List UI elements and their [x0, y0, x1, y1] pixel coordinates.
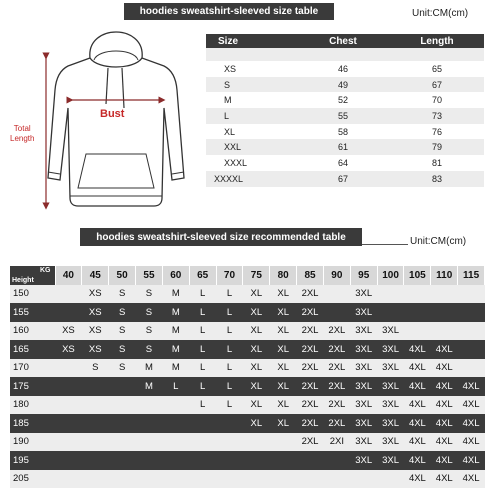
recommended-size-cell: [109, 377, 136, 396]
recommended-size-cell: [162, 396, 189, 415]
height-row: [10, 396, 485, 415]
recommended-size-cell: [377, 303, 404, 322]
recommended-size-cell: XS: [82, 340, 109, 359]
size-row: [206, 108, 484, 124]
size-row: [206, 61, 484, 77]
recommended-size-cell: M: [162, 303, 189, 322]
recommended-size-cell: 4XL: [404, 340, 431, 359]
recommended-size-cell: [82, 470, 109, 489]
recommended-size-cell: 3XL: [350, 285, 377, 304]
recommended-size-cell: L: [216, 359, 243, 378]
recommended-size-cell: 4XL: [431, 451, 458, 470]
size-row-length: 76: [390, 124, 484, 140]
recommended-size-cell: [189, 433, 216, 452]
size-row-chest: 52: [296, 92, 390, 108]
kg-header: 105: [404, 266, 431, 285]
recommended-size-cell: 4XL: [458, 414, 485, 433]
recommended-size-cell: 3XL: [377, 433, 404, 452]
height-label: 175: [10, 377, 55, 396]
recommended-size-cell: [216, 451, 243, 470]
size-row-length: 65: [390, 61, 484, 77]
recommended-size-cell: S: [82, 359, 109, 378]
recommended-size-cell: 4XL: [458, 433, 485, 452]
recommended-size-cell: [216, 414, 243, 433]
height-label: 170: [10, 359, 55, 378]
size-table-spacer-row: [206, 48, 484, 61]
recommended-size-cell: [55, 303, 82, 322]
size-row-chest: 67: [296, 171, 390, 187]
recommended-size-cell: 4XL: [431, 433, 458, 452]
kg-header-row: [10, 266, 485, 285]
recommended-size-cell: [109, 396, 136, 415]
kg-header: 80: [270, 266, 297, 285]
size-row: [206, 171, 484, 187]
recommended-size-cell: XL: [270, 303, 297, 322]
recommended-size-cell: [136, 451, 163, 470]
recommended-size-cell: [458, 303, 485, 322]
recommended-size-cell: [323, 451, 350, 470]
size-row-length: 83: [390, 171, 484, 187]
size-row: [206, 139, 484, 155]
recommended-size-cell: [55, 470, 82, 489]
recommended-size-cell: [243, 451, 270, 470]
recommended-size-cell: 2XL: [297, 322, 324, 341]
kg-header: 85: [297, 266, 324, 285]
size-row-chest: 55: [296, 108, 390, 124]
size-row-length: 79: [390, 139, 484, 155]
recommended-size-cell: XL: [243, 377, 270, 396]
size-row-size: S: [206, 77, 296, 93]
recommended-size-cell: L: [189, 340, 216, 359]
recommended-size-cell: 4XL: [458, 396, 485, 415]
recommended-size-cell: S: [109, 303, 136, 322]
recommended-size-cell: 2XL: [323, 322, 350, 341]
recommended-size-cell: XL: [270, 322, 297, 341]
recommended-size-cell: 4XL: [431, 377, 458, 396]
recommended-size-cell: 3XL: [377, 377, 404, 396]
recommended-size-cell: XL: [270, 414, 297, 433]
kg-header: 110: [431, 266, 458, 285]
recommended-size-cell: [270, 433, 297, 452]
height-label: 150: [10, 285, 55, 304]
height-row: [10, 285, 485, 304]
corner-kg-label: KG: [40, 267, 51, 274]
recommended-size-cell: L: [216, 396, 243, 415]
recommended-size-cell: [297, 451, 324, 470]
size-table-header: [206, 34, 484, 48]
recommended-size-cell: 3XL: [350, 303, 377, 322]
recommended-size-cell: S: [109, 322, 136, 341]
recommended-size-cell: [109, 470, 136, 489]
recommended-size-cell: M: [162, 359, 189, 378]
recommended-size-cell: XL: [270, 340, 297, 359]
recommended-size-cell: L: [216, 340, 243, 359]
kg-header: 90: [323, 266, 350, 285]
size-row-length: 73: [390, 108, 484, 124]
recommended-size-cell: S: [136, 303, 163, 322]
recommended-size-cell: [82, 451, 109, 470]
recommended-size-cell: L: [189, 377, 216, 396]
recommended-size-cell: [297, 470, 324, 489]
spacer-cell: [296, 48, 390, 61]
recommended-size-cell: [55, 377, 82, 396]
size-row-size: L: [206, 108, 296, 124]
size-row-chest: 49: [296, 77, 390, 93]
recommended-size-cell: 4XL: [404, 414, 431, 433]
recommended-size-cell: 2XL: [297, 414, 324, 433]
total-length-line2: Length: [10, 134, 35, 143]
recommended-size-cell: S: [136, 285, 163, 304]
recommended-size-cell: 4XL: [458, 377, 485, 396]
size-row-length: 81: [390, 155, 484, 171]
recommended-size-cell: 2XL: [323, 414, 350, 433]
recommended-size-cell: 4XL: [431, 470, 458, 489]
recommended-size-cell: L: [189, 303, 216, 322]
recommended-size-cell: S: [109, 340, 136, 359]
recommended-size-cell: [162, 451, 189, 470]
recommended-size-cell: 2XL: [297, 433, 324, 452]
recommended-size-cell: XL: [243, 322, 270, 341]
recommended-size-cell: 3XL: [377, 451, 404, 470]
recommended-size-cell: XL: [243, 285, 270, 304]
spacer-cell: [390, 48, 484, 61]
recommended-size-cell: [136, 414, 163, 433]
height-label: 195: [10, 451, 55, 470]
recommended-size-cell: [458, 285, 485, 304]
recommended-size-cell: [162, 414, 189, 433]
recommended-size-cell: [109, 433, 136, 452]
size-row-length: 67: [390, 77, 484, 93]
recommended-size-cell: [55, 359, 82, 378]
recommended-size-cell: [377, 470, 404, 489]
corner-height-label: Height: [12, 276, 34, 284]
size-table-unit: Unit:CM(cm): [412, 8, 469, 19]
recommended-size-cell: S: [136, 322, 163, 341]
size-row: [206, 77, 484, 93]
recommended-size-cell: L: [216, 322, 243, 341]
recommended-size-cell: S: [109, 359, 136, 378]
recommended-size-cell: L: [216, 303, 243, 322]
height-row: [10, 322, 485, 341]
recommended-size-cell: 3XL: [377, 414, 404, 433]
recommended-size-cell: 3XL: [350, 396, 377, 415]
recommended-size-cell: [82, 414, 109, 433]
recommended-size-cell: [270, 470, 297, 489]
recommended-size-cell: [243, 470, 270, 489]
total-length-line1: Total: [13, 124, 31, 133]
size-row-chest: 58: [296, 124, 390, 140]
recommended-size-cell: 4XL: [458, 470, 485, 489]
recommended-size-cell: [404, 303, 431, 322]
recommended-size-cell: [162, 433, 189, 452]
recommended-size-cell: [109, 451, 136, 470]
recommended-size-cell: [377, 285, 404, 304]
recommended-size-cell: 3XL: [350, 414, 377, 433]
size-row-size: XXXXL: [206, 171, 296, 187]
recommended-size-cell: [404, 285, 431, 304]
size-row: [206, 92, 484, 108]
recommended-size-cell: XL: [243, 414, 270, 433]
recommended-size-cell: [431, 303, 458, 322]
header-size: Size: [206, 34, 296, 48]
corner-cell: [10, 266, 55, 285]
height-row: [10, 377, 485, 396]
size-table: [206, 34, 484, 187]
recommended-size-cell: [431, 285, 458, 304]
recommended-size-cell: M: [162, 322, 189, 341]
recommended-size-cell: [136, 433, 163, 452]
size-row-size: XL: [206, 124, 296, 140]
recommended-size-cell: 4XL: [404, 470, 431, 489]
recommended-size-cell: [404, 322, 431, 341]
recommended-size-cell: M: [136, 377, 163, 396]
height-row: [10, 414, 485, 433]
recommended-size-cell: L: [189, 285, 216, 304]
recommended-size-cell: 3XL: [377, 322, 404, 341]
recommended-size-cell: XL: [270, 396, 297, 415]
recommended-size-cell: 3XL: [377, 340, 404, 359]
recommended-size-cell: 4XL: [404, 396, 431, 415]
recommended-size-cell: [136, 396, 163, 415]
recommended-size-cell: 3XL: [350, 451, 377, 470]
recommended-size-cell: [162, 470, 189, 489]
bust-label: Bust: [100, 108, 125, 120]
recommended-size-cell: XL: [243, 303, 270, 322]
height-label: 180: [10, 396, 55, 415]
recommended-size-cell: M: [162, 340, 189, 359]
recommended-size-cell: 2XL: [323, 396, 350, 415]
recommended-size-cell: [216, 433, 243, 452]
recommended-size-cell: 3XL: [350, 433, 377, 452]
kg-header: 75: [243, 266, 270, 285]
recommended-size-cell: 3XL: [350, 377, 377, 396]
recommended-size-cell: XS: [55, 322, 82, 341]
recommended-size-cell: 2XL: [297, 340, 324, 359]
size-row: [206, 124, 484, 140]
recommended-size-cell: [82, 433, 109, 452]
recommended-size-cell: XL: [270, 285, 297, 304]
recommended-size-cell: 2XL: [323, 377, 350, 396]
banner-divider: [362, 244, 408, 245]
recommended-size-cell: XS: [55, 340, 82, 359]
recommended-size-cell: L: [216, 285, 243, 304]
recommended-table-unit: Unit:CM(cm): [410, 236, 467, 247]
header-length: Length: [390, 34, 484, 48]
recommended-size-cell: 4XL: [431, 359, 458, 378]
size-row-chest: 61: [296, 139, 390, 155]
recommended-size-cell: 3XL: [377, 359, 404, 378]
kg-header: 95: [350, 266, 377, 285]
header-chest: Chest: [296, 34, 390, 48]
size-table-banner: hoodies sweatshirt-sleeved size table: [124, 3, 334, 20]
height-row: [10, 340, 485, 359]
recommended-size-cell: [189, 414, 216, 433]
recommended-size-cell: [323, 285, 350, 304]
recommended-size-cell: [458, 340, 485, 359]
size-row-length: 70: [390, 92, 484, 108]
height-label: 205: [10, 470, 55, 489]
kg-header: 100: [377, 266, 404, 285]
height-row: [10, 303, 485, 322]
recommended-size-cell: XS: [82, 322, 109, 341]
kg-header: 40: [55, 266, 82, 285]
recommended-size-cell: 3XL: [350, 322, 377, 341]
recommended-size-cell: [189, 451, 216, 470]
recommended-size-cell: 2XL: [297, 285, 324, 304]
height-label: 190: [10, 433, 55, 452]
height-row: [10, 451, 485, 470]
recommended-table-banner: hoodies sweatshirt-sleeved size recommended table: [80, 228, 362, 246]
recommended-size-cell: [350, 470, 377, 489]
height-label: 155: [10, 303, 55, 322]
height-row: [10, 359, 485, 378]
hoodie-diagram: [8, 28, 204, 218]
recommended-size-cell: [109, 414, 136, 433]
size-row-size: XS: [206, 61, 296, 77]
recommended-size-cell: 2XI: [323, 433, 350, 452]
recommended-size-cell: [323, 303, 350, 322]
height-label: 165: [10, 340, 55, 359]
size-row-size: XXL: [206, 139, 296, 155]
recommended-size-cell: 4XL: [404, 377, 431, 396]
recommended-size-cell: 4XL: [431, 340, 458, 359]
recommended-size-cell: S: [136, 340, 163, 359]
recommended-size-cell: [82, 377, 109, 396]
recommended-size-cell: L: [189, 322, 216, 341]
recommended-size-cell: 4XL: [404, 451, 431, 470]
height-label: 185: [10, 414, 55, 433]
recommended-size-cell: 2XL: [297, 377, 324, 396]
kg-header: 50: [109, 266, 136, 285]
recommended-size-cell: XL: [270, 359, 297, 378]
recommended-size-cell: 2XL: [297, 396, 324, 415]
recommended-size-cell: [55, 285, 82, 304]
recommended-size-cell: 2XL: [323, 359, 350, 378]
recommended-size-cell: XL: [243, 396, 270, 415]
recommended-size-cell: 2XL: [297, 303, 324, 322]
recommended-size-cell: 2XL: [323, 340, 350, 359]
recommended-size-cell: [458, 359, 485, 378]
recommended-size-cell: XS: [82, 285, 109, 304]
recommended-size-cell: 4XL: [404, 433, 431, 452]
size-row-size: M: [206, 92, 296, 108]
recommended-size-cell: L: [216, 377, 243, 396]
recommended-size-cell: [55, 414, 82, 433]
recommended-size-cell: 3XL: [350, 340, 377, 359]
recommended-size-cell: XL: [243, 340, 270, 359]
height-row: [10, 433, 485, 452]
size-row: [206, 155, 484, 171]
recommended-size-table: [10, 266, 485, 488]
kg-header: 70: [216, 266, 243, 285]
kg-header: 55: [136, 266, 163, 285]
recommended-size-cell: [82, 396, 109, 415]
recommended-size-cell: 4XL: [458, 451, 485, 470]
height-label: 160: [10, 322, 55, 341]
kg-header: 60: [162, 266, 189, 285]
recommended-size-cell: XL: [270, 377, 297, 396]
recommended-size-cell: 3XL: [377, 396, 404, 415]
recommended-size-cell: M: [136, 359, 163, 378]
recommended-size-cell: L: [162, 377, 189, 396]
recommended-size-cell: 3XL: [350, 359, 377, 378]
kg-header: 115: [458, 266, 485, 285]
recommended-size-cell: XS: [82, 303, 109, 322]
recommended-size-cell: XL: [243, 359, 270, 378]
recommended-size-cell: 4XL: [404, 359, 431, 378]
recommended-size-cell: [323, 470, 350, 489]
recommended-size-cell: [136, 470, 163, 489]
recommended-size-cell: [216, 470, 243, 489]
recommended-size-cell: S: [109, 285, 136, 304]
recommended-size-cell: [55, 451, 82, 470]
recommended-size-cell: [431, 322, 458, 341]
recommended-size-cell: [270, 451, 297, 470]
recommended-size-cell: L: [189, 396, 216, 415]
recommended-size-cell: M: [162, 285, 189, 304]
height-row: [10, 470, 485, 489]
recommended-size-cell: [55, 396, 82, 415]
recommended-size-cell: [243, 433, 270, 452]
recommended-size-cell: 4XL: [431, 396, 458, 415]
total-length-label: [10, 124, 34, 144]
size-row-chest: 64: [296, 155, 390, 171]
recommended-size-cell: 4XL: [431, 414, 458, 433]
recommended-size-cell: [189, 470, 216, 489]
recommended-size-cell: 2XL: [297, 359, 324, 378]
size-row-size: XXXL: [206, 155, 296, 171]
spacer-cell: [206, 48, 296, 61]
kg-header: 45: [82, 266, 109, 285]
recommended-size-cell: [458, 322, 485, 341]
size-row-chest: 46: [296, 61, 390, 77]
recommended-size-cell: [55, 433, 82, 452]
recommended-size-cell: L: [189, 359, 216, 378]
kg-header: 65: [189, 266, 216, 285]
